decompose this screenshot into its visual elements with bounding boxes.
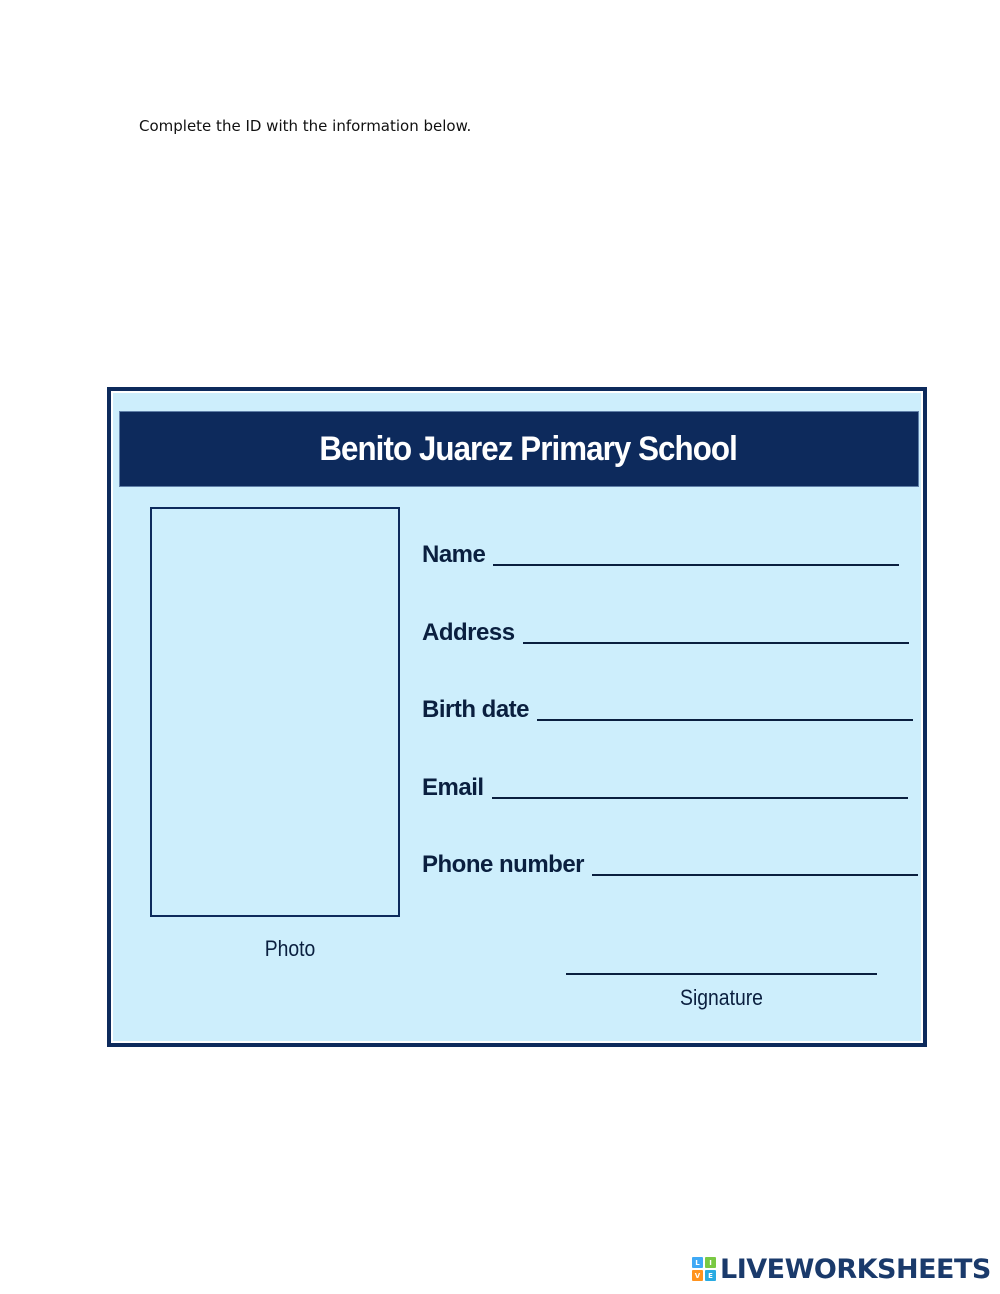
liveworksheets-brand [692, 1252, 991, 1286]
id-card [107, 387, 927, 1047]
instructions-text: Complete the ID with the information below. [139, 117, 472, 135]
photo-label: Photo [264, 936, 316, 961]
address-field [422, 617, 909, 647]
email-input-line[interactable] [492, 796, 908, 799]
logo-square-i: I [705, 1257, 716, 1268]
address-input-line[interactable] [523, 641, 909, 644]
logo-square-e: E [705, 1270, 716, 1281]
photo-box[interactable] [150, 507, 400, 917]
phone-number-input-line[interactable] [592, 873, 918, 876]
school-banner [119, 411, 919, 487]
name-field [422, 539, 899, 569]
phone-number-field [422, 849, 918, 879]
phone-number-label: Phone number [422, 851, 585, 878]
signature-label: Signature [680, 985, 763, 1010]
email-field [422, 772, 908, 802]
liveworksheets-logo-icon [692, 1257, 716, 1281]
school-name: Benito Juarez Primary School [319, 429, 737, 468]
name-input-line[interactable] [493, 563, 899, 566]
email-label: Email [422, 774, 484, 801]
name-label: Name [422, 541, 486, 568]
signature-line[interactable] [566, 973, 877, 975]
birth-date-label: Birth date [422, 696, 530, 723]
liveworksheets-wordmark: LIVEWORKSHEETS [720, 1253, 991, 1285]
birth-date-field [422, 694, 913, 724]
birth-date-input-line[interactable] [537, 718, 913, 721]
logo-square-l: L [692, 1257, 703, 1268]
logo-square-v: V [692, 1270, 703, 1281]
address-label: Address [422, 619, 515, 646]
